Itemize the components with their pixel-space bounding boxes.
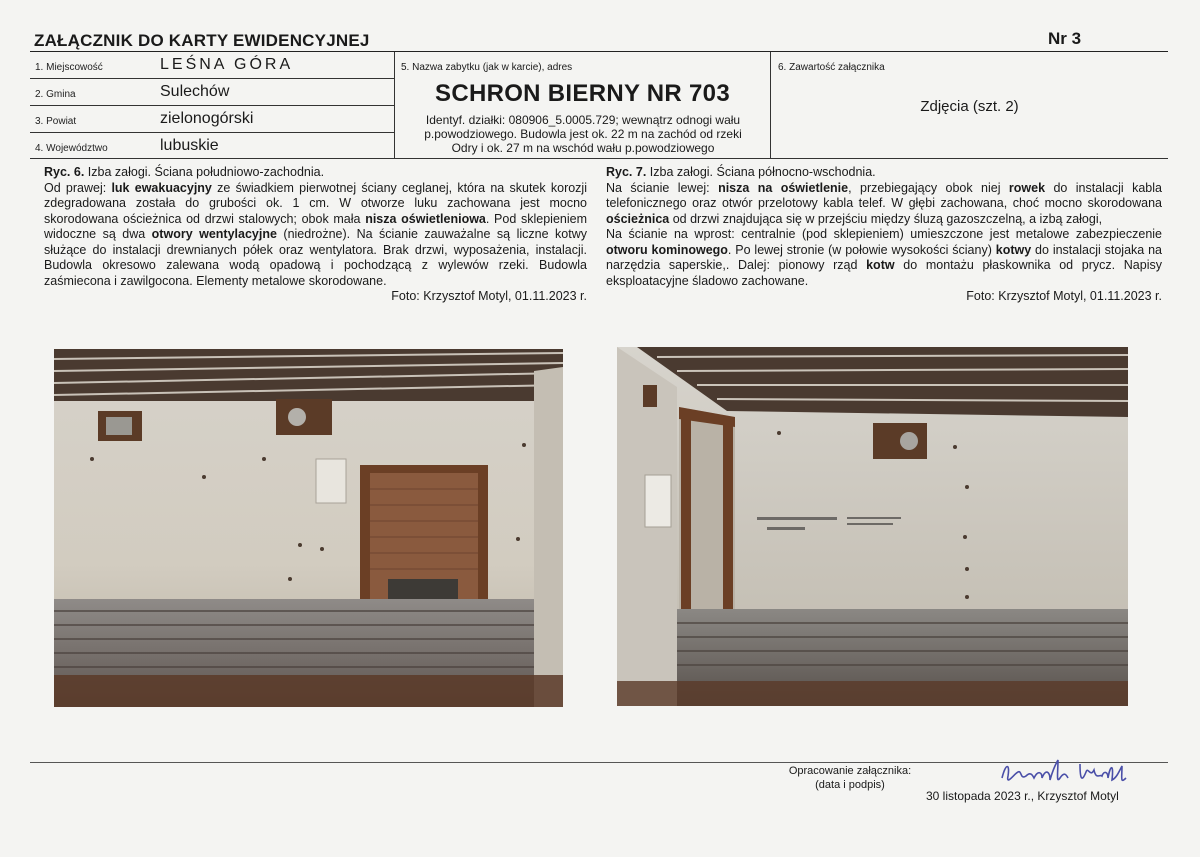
signature-mark [996,756,1136,792]
label-line: Opracowanie załącznika: [788,765,912,777]
form-value: LEŚNA GÓRA [160,56,294,73]
caption-text: , przebiegający obok niej [848,180,1009,195]
caption-text: do instalacji kabla telefonicznego oraz otwór przelotowy kabla telef. W głębi zachowana, choć mocno skorodowana [606,180,1162,210]
photo-credit: Foto: Krzysztof Motyl, 01.11.2023 r. [966,289,1162,303]
caption-bold: ościeżnica [606,211,670,226]
prepared-by-label [730,764,970,792]
figure-title: Izba załogi. Ściana północno-wschodnia. [646,165,876,179]
document-title: ZAŁĄCZNIK DO KARTY EWIDENCYJNEJ [34,31,370,50]
caption-bold: luk ewakuacyjny [111,180,212,195]
photo-north-east-wall [617,347,1128,706]
caption-text: do instalacji stojaka na narzędzia saperskie,. Dalej: pionowy rząd [606,242,1162,272]
document-number: Nr 3 [1048,29,1082,48]
description-line: p.powodziowego. Budowla jest ok. 22 m na zachód od rzeki [424,127,742,141]
caption-title [606,165,1162,181]
form-row-county [30,106,394,133]
figure-label: Ryc. 7. [606,165,647,179]
form-label: 1. Miejscowość [35,62,103,73]
description-line: Odry i ok. 27 m na wschód wału p.powodziowego [451,141,715,155]
caption-text: . Pod sklepieniem widoczne są dwa [44,211,587,241]
form-label: 2. Gmina [35,89,76,100]
caption-bold: rowek [1008,180,1046,195]
footer-date: 30 listopada 2023 r., Krzysztof Motyl [926,789,1119,803]
caption-bold: otwory wentylacyjne [151,227,277,241]
monument-name: SCHRON BIERNY NR 703 [435,80,730,107]
caption-text: . Po lewej stronie (w połowie wysokości ściany) [727,242,996,257]
caption-text: do montażu płaskownika od prycz. Napisy eksploatacyjne śladowo zachowane. [606,258,1162,288]
contents-cell [771,52,1168,159]
caption-body [44,181,587,290]
form-value: Sulechów [160,83,230,100]
caption-title [44,165,587,181]
caption-bold: kotw [866,258,895,272]
form-row-voivodeship [30,133,394,159]
caption-text: ze świadkiem pierwotnej ściany ceglanej, która na skutek korozji zdegradowana została do grubości ok. 1 cm. W otworze luku zachowana jest mocno skorodowana ościeżnica od drzwi stalowych; obok mała [44,180,587,226]
figure-label: Ryc. 6. [44,165,85,179]
photo-credit: Foto: Krzysztof Motyl, 01.11.2023 r. [391,289,587,303]
form-row-locality [30,52,394,79]
label-line: (data i podpis) [815,779,885,791]
caption-text: Na ścianie lewej: [606,180,719,195]
monument-cell [395,52,770,159]
caption-figure-7 [606,165,1162,305]
caption-text: Na ścianie na wprost: centralnie (pod sklepieniem) umieszczone jest metalowe zabezpieczenie [606,227,1162,241]
form-table [30,51,1168,159]
form-value: lubuskie [160,137,219,154]
caption-text: od drzwi znajdująca się w przejściu między śluzą gazoszczelną, a izbą załogi, [669,211,1103,226]
monument-description [403,113,763,155]
caption-body [606,227,1162,289]
photo-south-west-wall [54,349,563,707]
handwritten-signature [996,756,1136,792]
caption-figure-6 [44,165,587,305]
caption-text: Od prawej: [44,180,112,195]
photo-illustration [617,347,1128,706]
form-label: 6. Zawartość załącznika [778,62,885,73]
form-value: zielonogórski [160,110,254,127]
form-row-commune [30,79,394,106]
caption-text: (niedrożne). Na ścianie zauważalne są liczne kotwy służące do instalacji drewnianych półek oraz wentylatora. Brak drzwi, wyposażenia, instalacji. Budowla okresowo zalewana wodą opadową i pochodzącą z wylewów rzeki. Budowla zaśmiecona i zawilgocona. Elementy metalowe skorodowane. [44,227,587,288]
caption-body [606,181,1162,228]
contents-value: Zdjęcia (szt. 2) [920,98,1019,115]
description-line: Identyf. działki: 080906_5.0005.729; wewnątrz odnogi wału [425,113,741,127]
figure-title: Izba załogi. Ściana południowo-zachodnia. [84,165,325,179]
caption-bold: nisza oświetleniowa [365,211,486,226]
photo-illustration [54,349,563,707]
form-label: 4. Województwo [35,143,108,154]
caption-bold: otworu kominowego [606,242,728,257]
form-label: 3. Powiat [35,116,77,127]
form-label: 5. Nazwa zabytku (jak w karcie), adres [401,62,573,73]
caption-bold: kotwy [995,242,1032,257]
caption-bold: nisza na oświetlenie [718,180,849,195]
